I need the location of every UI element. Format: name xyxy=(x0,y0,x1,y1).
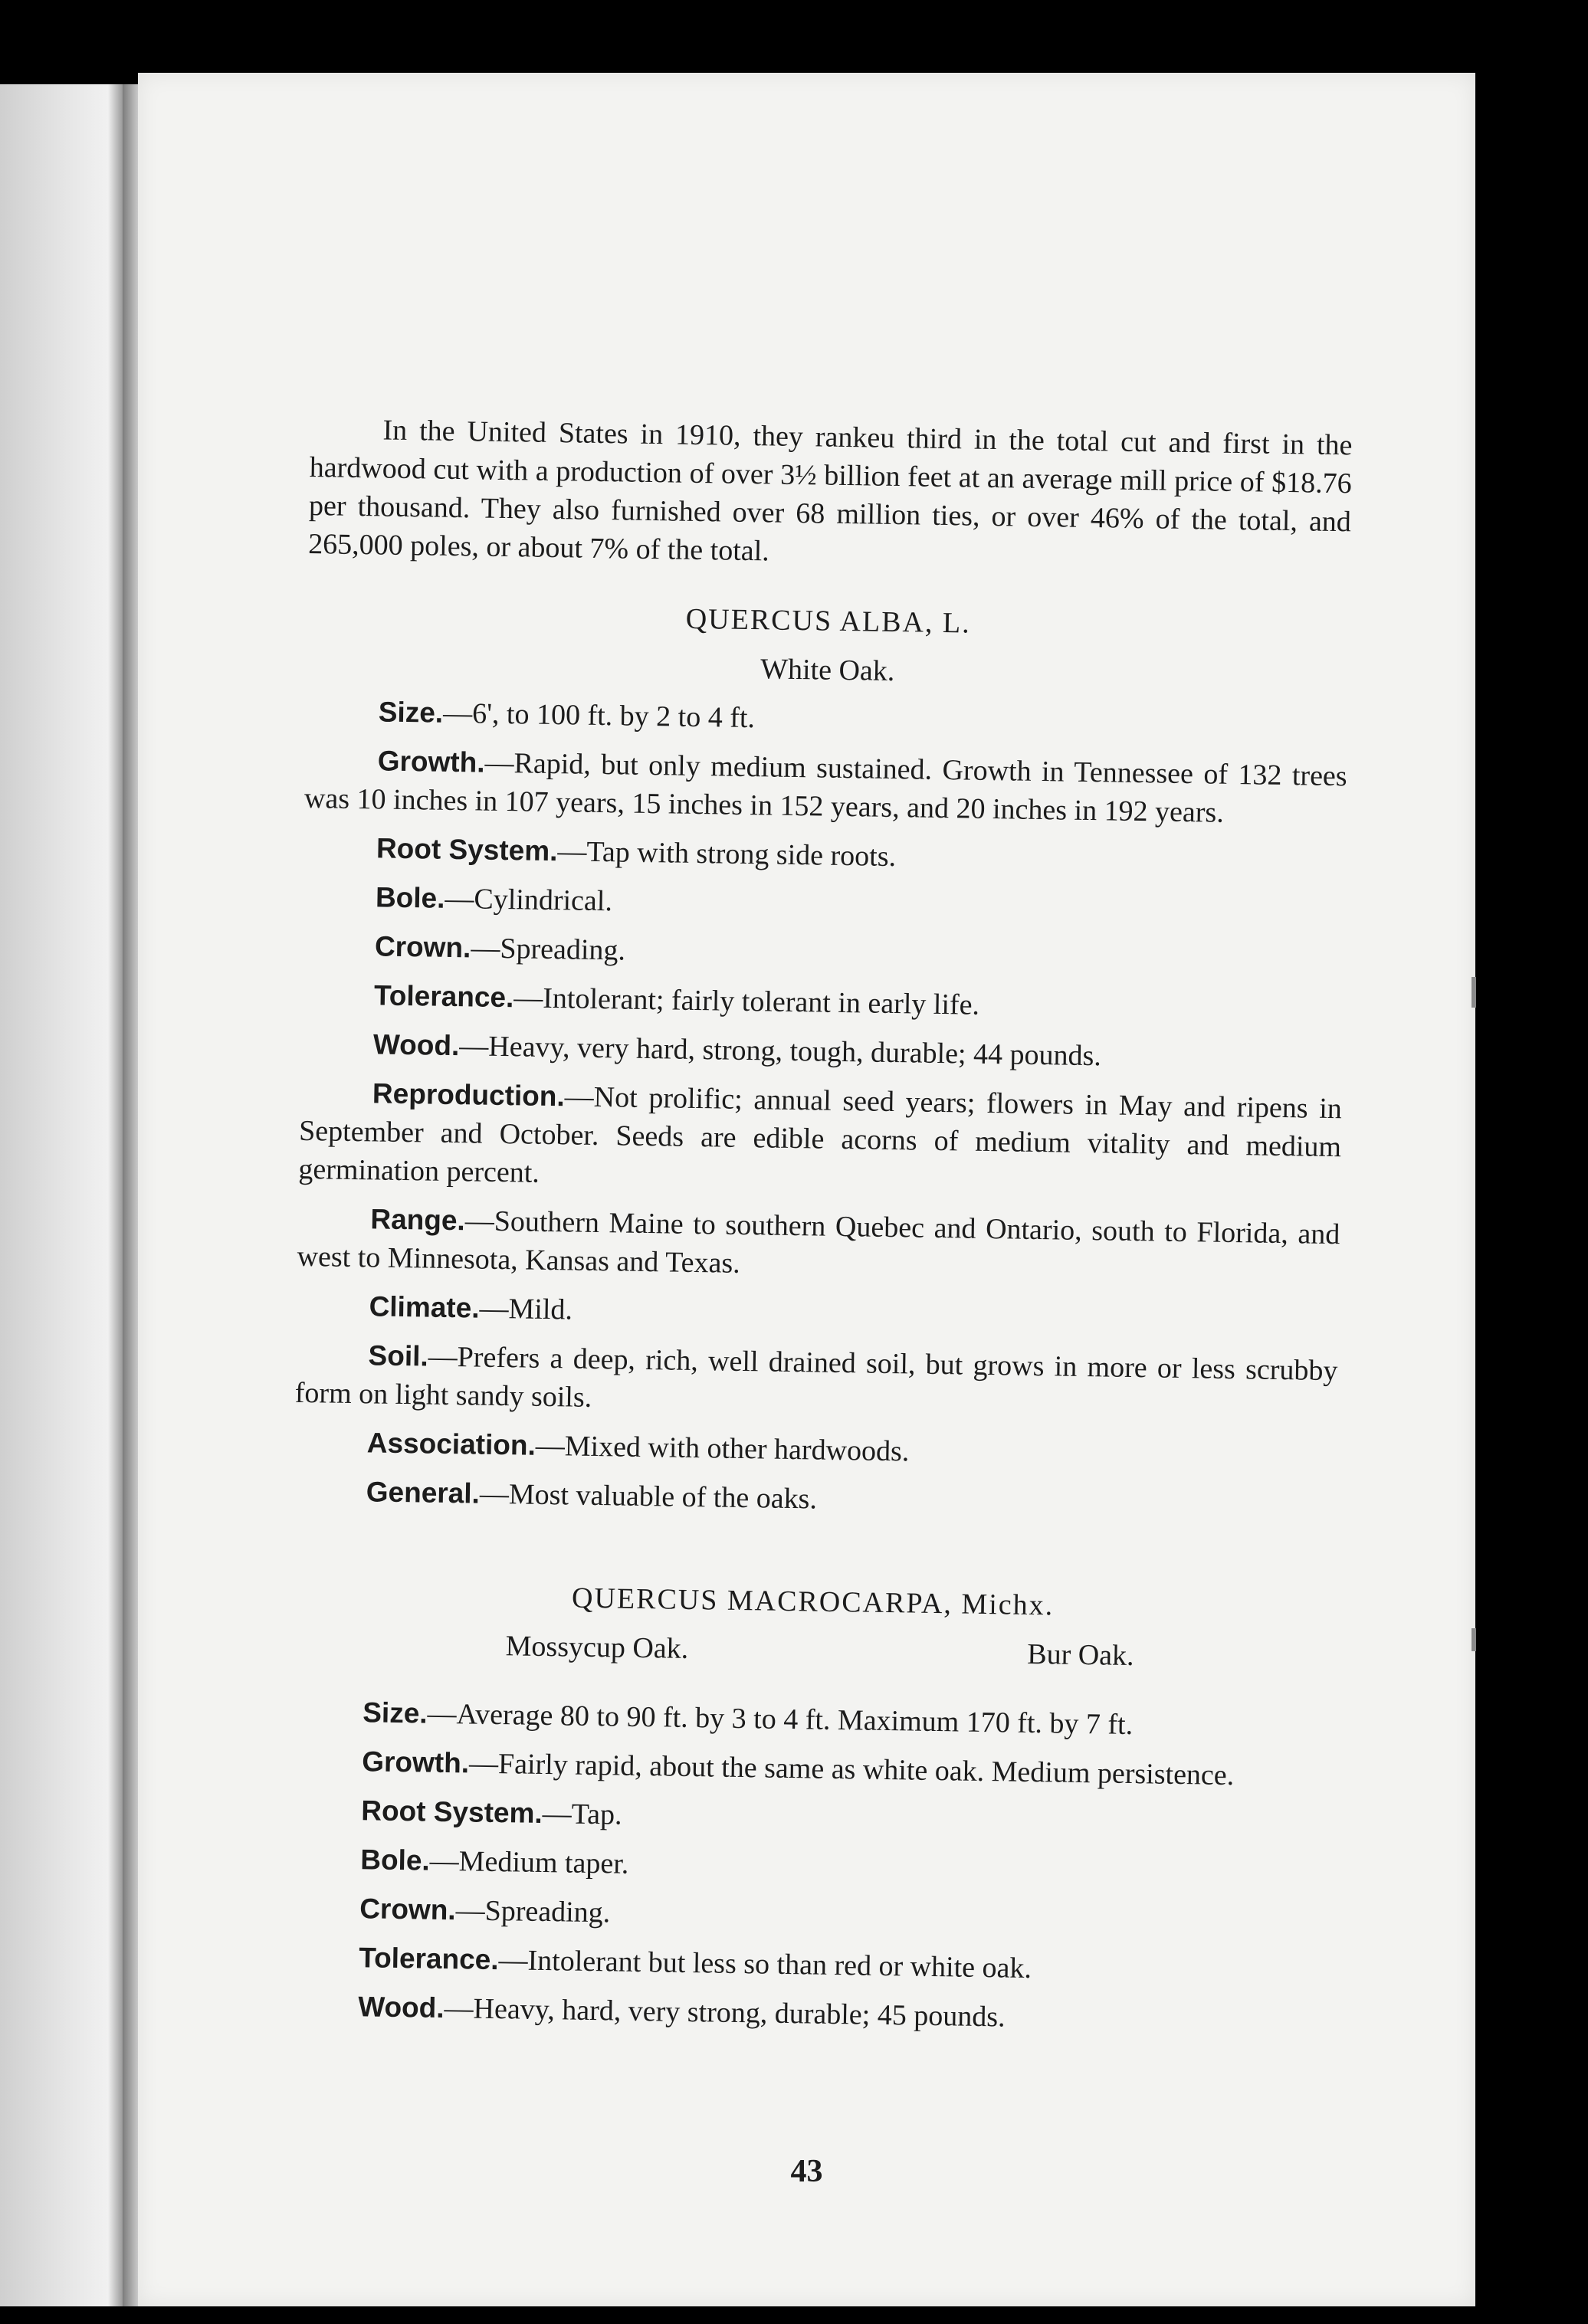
entry-wood xyxy=(285,1987,1328,2041)
entry-label: Size. xyxy=(362,1696,428,1729)
common-name: Mossycup Oak. xyxy=(505,1630,689,1665)
common-name: White Oak. xyxy=(760,653,895,688)
entry-growth xyxy=(304,741,1347,834)
section-quercus-macrocarpa xyxy=(285,1575,1334,2041)
entry-crown xyxy=(302,926,1345,981)
entry-reproduction xyxy=(298,1073,1342,1205)
entry-text: —Rapid, but only medium sustained. Growth in Tennessee of 132 trees was 10 inches in 107 years, 15 inches in 152 years, and 20 inches in 192 years. xyxy=(303,746,1347,829)
page-text xyxy=(285,410,1353,2052)
page-number: 43 xyxy=(790,2154,823,2189)
entry-label: Climate. xyxy=(369,1290,480,1324)
entry-size xyxy=(290,1693,1333,1747)
entry-soil xyxy=(294,1336,1337,1428)
entry-label: Bole. xyxy=(375,881,445,914)
entry-root-system xyxy=(303,828,1347,883)
entry-text: —Intolerant but less so than red or white oak. xyxy=(498,1944,1032,1985)
common-name: Bur Oak. xyxy=(1026,1637,1134,1673)
entry-text: —Average 80 to 90 ft. by 3 to 4 ft. Maximum 170 ft. by 7 ft. xyxy=(427,1697,1134,1742)
entry-text: —Spreading. xyxy=(455,1894,611,1929)
entry-tolerance xyxy=(301,975,1344,1030)
entry-text: —Tap. xyxy=(542,1797,622,1831)
entry-label: Wood. xyxy=(372,1028,460,1062)
entry-text: —Tap with strong side roots. xyxy=(557,835,897,874)
entry-text: —Not prolific; annual seed years; flowers in May and ripens in September and October. Seeds are edible acorns of medium vitality and medium germination percent. xyxy=(298,1080,1343,1189)
entry-size xyxy=(305,692,1348,746)
entry-root-system xyxy=(288,1791,1331,1845)
entry-text: —Medium taper. xyxy=(429,1844,629,1880)
entry-text: —Heavy, very hard, strong, tough, durable; 44 pounds. xyxy=(458,1030,1102,1073)
intro-paragraph: In the United States in 1910, they rankeu third in the total cut and first in the hardwood cut with a production of over 3½ billion feet at an average mill price of $18.76 per thousand. They also furnished over 68 million ties, or over 46% of the total, and 265,000 poles, or about 7% of the total. xyxy=(307,414,1353,568)
entry-text: —Southern Maine to southern Quebec and Ontario, south to Florida, and west to Minnesota, Kansas and Texas. xyxy=(297,1205,1340,1280)
entry-label: Range. xyxy=(370,1203,466,1237)
section-quercus-alba xyxy=(293,594,1350,1526)
entry-tolerance xyxy=(286,1938,1329,1992)
entry-text: —Fairly rapid, about the same as white oak. Medium persistence. xyxy=(468,1747,1235,1792)
entry-crown xyxy=(287,1889,1330,1943)
entry-label: Crown. xyxy=(359,1893,456,1926)
entry-text: —Mild. xyxy=(479,1292,573,1326)
entry-wood xyxy=(300,1024,1344,1079)
entry-label: Tolerance. xyxy=(358,1942,499,1976)
entry-label: Reproduction. xyxy=(372,1077,566,1113)
book-gutter xyxy=(123,84,138,2306)
page-edge-mark xyxy=(1472,1628,1476,1651)
entry-label: Root System. xyxy=(360,1795,543,1829)
entry-bole xyxy=(303,877,1346,932)
entry-association xyxy=(294,1423,1337,1477)
entry-label: Crown. xyxy=(374,930,471,964)
entry-label: Soil. xyxy=(368,1339,429,1372)
entry-growth xyxy=(289,1742,1332,1796)
entry-climate xyxy=(296,1287,1339,1341)
entry-text: —6', to 100 ft. by 2 to 4 ft. xyxy=(442,697,756,735)
entry-label: Growth. xyxy=(361,1745,470,1779)
entry-text: —Heavy, hard, very strong, durable; 45 pounds. xyxy=(444,1992,1006,2034)
entry-label: Tolerance. xyxy=(373,979,514,1014)
left-page-edge xyxy=(0,84,123,2306)
entry-text: —Intolerant; fairly tolerant in early life. xyxy=(513,982,980,1021)
entry-label: Bole. xyxy=(359,1844,431,1877)
common-names xyxy=(290,1624,1334,1678)
entry-text: —Mixed with other hardwoods. xyxy=(535,1429,910,1468)
entry-text: —Cylindrical. xyxy=(445,882,613,918)
entry-bole xyxy=(287,1840,1330,1894)
species-heading: QUERCUS ALBA, L. xyxy=(685,602,972,640)
entry-general xyxy=(293,1472,1336,1526)
entry-text: —Prefers a deep, rich, well drained soil, but grows in more or less scrubby form on light sandy soils. xyxy=(294,1340,1338,1414)
species-heading: QUERCUS MACROCARPA, Michx. xyxy=(571,1582,1055,1622)
entry-label: General. xyxy=(366,1476,481,1509)
entry-text: —Spreading. xyxy=(471,932,626,967)
page-edge-mark xyxy=(1472,977,1476,1008)
entry-label: Size. xyxy=(378,696,444,729)
entry-label: Growth. xyxy=(377,745,485,778)
entry-label: Wood. xyxy=(357,1991,445,2024)
entry-label: Association. xyxy=(366,1427,536,1461)
entry-label: Root System. xyxy=(376,832,558,867)
entry-range xyxy=(297,1199,1340,1292)
entry-text: —Most valuable of the oaks. xyxy=(479,1477,818,1516)
book-page xyxy=(138,73,1475,2306)
